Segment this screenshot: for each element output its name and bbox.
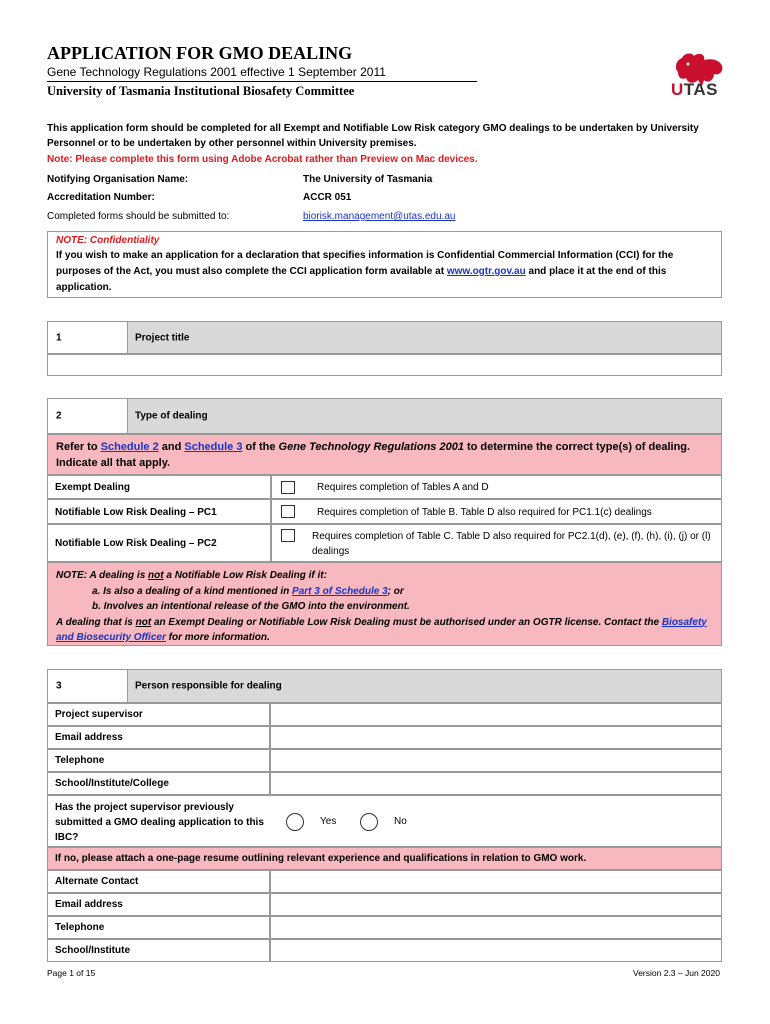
supervisor-telephone-input[interactable] [270, 749, 722, 772]
yes-label: Yes [320, 816, 337, 827]
section-2-header [47, 398, 722, 434]
supervisor-email-input[interactable] [270, 726, 722, 749]
alt-school-label-cell: School/Institute [47, 939, 270, 962]
org-name-value: The University of Tasmania [303, 174, 433, 185]
version-label: Version 2.3 – Jun 2020 [633, 968, 720, 978]
alt-school-input[interactable] [270, 939, 722, 962]
alt-email-label-cell: Email address [47, 893, 270, 916]
schedule-2-link[interactable]: Schedule 2 [100, 441, 159, 453]
ogtr-link[interactable]: www.ogtr.gov.au [446, 266, 526, 277]
page-number: Page 1 of 15 [47, 968, 96, 978]
section-1-header [47, 321, 722, 354]
section-3-number: 3 [56, 680, 62, 692]
confidentiality-text: If you wish to make an application for a declaration that specifies information is Confidential Commercial Information (CCI) for the purposes of the Act, you must also complete the CCI application form available at www.ogtr.gov.au and place it at the end of this application. [56, 250, 674, 293]
committee-subtitle: University of Tasmania Institutional Biosafety Committee [47, 84, 355, 98]
confidentiality-box [47, 231, 722, 298]
page-title: APPLICATION FOR GMO DEALING [47, 43, 353, 63]
section-2-number: 2 [56, 410, 62, 422]
school-label-cell: School/Institute/College [47, 772, 270, 795]
pc1-dealing-checkbox[interactable] [281, 505, 295, 518]
org-name-label: Notifying Organisation Name: [47, 174, 189, 185]
alt-contact-input[interactable] [270, 870, 722, 893]
alt-contact-label-cell: Alternate Contact [47, 870, 270, 893]
dealing-pc2-desc-cell: Requires completion of Table C. Table D also required for PC2.1(d), (e), (f), (h), (i), (j) or (l) dealings [271, 524, 722, 562]
dealing-pc1-desc-cell: Requires completion of Table B. Table D also required for PC1.1(c) dealings [271, 499, 722, 524]
dealing-note-b: b. Involves an intentional release of the GMO into the environment. [92, 601, 410, 612]
project-title-input[interactable] [47, 354, 722, 376]
utas-logo-text: UTAS [671, 80, 719, 99]
section-3-label: Person responsible for dealing [135, 680, 282, 692]
dealing-pc2-label-cell: Notifiable Low Risk Dealing – PC2 [47, 524, 271, 562]
ogtr-license-note: A dealing that is not an Exempt Dealing or Notifiable Low Risk Dealing must be authorised under an OGTR license. Contact the Biosafety and Biosecurity Officer for more information. [56, 616, 707, 643]
section-1-number: 1 [56, 332, 62, 343]
supervisor-label-cell: Project supervisor [47, 703, 270, 726]
telephone-label-cell: Telephone [47, 749, 270, 772]
acrobat-note: Note: Please complete this form using Adobe Acrobat rather than Preview on Mac devices. [47, 154, 478, 165]
submit-label: Completed forms should be submitted to: [47, 211, 230, 222]
previous-application-row [47, 795, 722, 847]
yes-radio[interactable] [286, 813, 304, 831]
dealing-exempt-desc-cell: Requires completion of Tables A and D [271, 475, 722, 499]
exempt-dealing-checkbox[interactable] [281, 481, 295, 494]
dealing-exempt-label-cell: Exempt Dealing [47, 475, 271, 499]
pc2-dealing-checkbox[interactable] [281, 529, 295, 542]
no-radio[interactable] [360, 813, 378, 831]
dealing-note-heading: NOTE: A dealing is not a Notifiable Low Risk Dealing if it: [56, 570, 327, 581]
section-1-label: Project title [135, 332, 190, 343]
intro-paragraph: This application form should be completed for all Exempt and Notifiable Low Risk category GMO dealings to be undertaken by University Personnel or to be undertaken by other personnel within University premises. [47, 123, 699, 149]
submit-email-link[interactable]: biorisk.management@utas.edu.au [303, 211, 456, 222]
biosafety-officer-link[interactable]: Biosafety and Biosecurity Officer [56, 616, 707, 643]
section-3-header [47, 669, 722, 703]
accreditation-value: ACCR 051 [303, 192, 352, 203]
regulations-subtitle: Gene Technology Regulations 2001 effective 1 September 2011 [47, 65, 477, 82]
no-label: No [394, 816, 407, 827]
dealing-note-box [47, 562, 722, 646]
resume-note-box: If no, please attach a one-page resume outlining relevant experience and qualifications in relation to GMO work. [47, 847, 722, 870]
schedule-refer-box: Refer to Schedule 2 and Schedule 3 of the Gene Technology Regulations 2001 to determine the correct type(s) of dealing. Indicate all that apply. [47, 434, 722, 475]
confidentiality-heading: NOTE: Confidentiality [56, 235, 160, 246]
alt-telephone-label-cell: Telephone [47, 916, 270, 939]
accreditation-label: Accreditation Number: [47, 192, 155, 203]
dealing-pc1-label-cell: Notifiable Low Risk Dealing – PC1 [47, 499, 271, 524]
dealing-note-a: a. Is also a dealing of a kind mentioned in Part 3 of Schedule 3; or [92, 585, 404, 597]
section-2-label: Type of dealing [135, 410, 208, 422]
alt-telephone-input[interactable] [270, 916, 722, 939]
schedule-3-link[interactable]: Schedule 3 [184, 441, 243, 453]
email-label-cell: Email address [47, 726, 270, 749]
alt-email-input[interactable] [270, 893, 722, 916]
supervisor-input[interactable] [270, 703, 722, 726]
supervisor-school-input[interactable] [270, 772, 722, 795]
previous-application-question: Has the project supervisor previously submitted a GMO dealing application to this IBC? [55, 802, 264, 843]
part-3-schedule-3-link[interactable]: Part 3 of Schedule 3 [292, 585, 388, 597]
